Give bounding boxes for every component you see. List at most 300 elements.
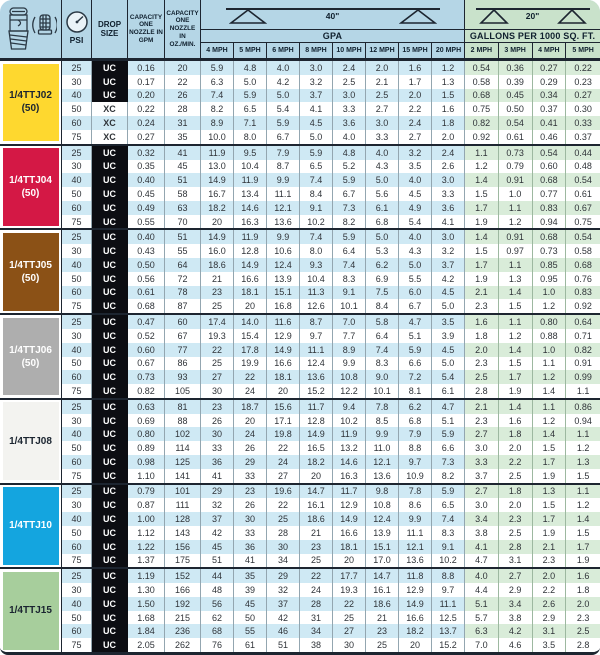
- capacity-oz-value: 20: [165, 61, 201, 75]
- capacity-gpm-value: 0.98: [128, 455, 165, 469]
- gpa-value: 32: [267, 583, 300, 597]
- gpa-value: 12.4: [300, 357, 333, 371]
- gpa-value: 1.8: [432, 116, 465, 130]
- drop-size-value: UC: [92, 512, 128, 526]
- gallons-per-1000sqft-value: 3.7: [465, 469, 499, 483]
- nozzle-rows: [62, 146, 600, 229]
- gallons-per-1000sqft-value: 1.4: [465, 173, 499, 187]
- capacity-gpm-value: 0.24: [128, 116, 165, 130]
- nozzle-rows: [62, 569, 600, 652]
- gallons-per-1000sqft-value: 0.27: [533, 61, 567, 75]
- psi-value: 25: [62, 230, 92, 244]
- gallons-per-1000sqft-value: 1.5: [533, 441, 567, 455]
- gpa-value: 6.5: [432, 498, 465, 512]
- gpa-value: 6.4: [366, 329, 399, 343]
- data-row: [62, 512, 600, 526]
- gpa-value: 5.0: [234, 75, 267, 89]
- gpa-value: 9.1: [300, 201, 333, 215]
- gpa-value: 3.7: [300, 89, 333, 103]
- capacity-oz-value: 114: [165, 441, 201, 455]
- capacity-oz-column-header: CAPACITY ONE NOZZLE IN OZ./MIN.: [165, 0, 201, 58]
- gpa-value: 10.4: [300, 272, 333, 286]
- capacity-gpm-value: 2.05: [128, 638, 165, 652]
- gallons-column-group: [465, 0, 600, 58]
- psi-value: 60: [62, 370, 92, 384]
- gpa-value: 5.0: [432, 357, 465, 371]
- gpa-value: 51: [201, 554, 234, 568]
- capacity-oz-value: 152: [165, 569, 201, 583]
- gallons-per-1000sqft-value: 2.2: [499, 455, 533, 469]
- capacity-gpm-value: 0.87: [128, 498, 165, 512]
- drop-size-value: UC: [92, 315, 128, 329]
- gallons-per-1000sqft-value: 0.54: [533, 146, 567, 160]
- data-row: [62, 370, 600, 384]
- gallons-per-1000sqft-value: 1.1: [499, 258, 533, 272]
- gallons-per-1000sqft-value: 1.7: [465, 201, 499, 215]
- gpa-value: 11.1: [267, 187, 300, 201]
- nozzle-model-name: 1/4TTJ05: [9, 259, 52, 271]
- capacity-oz-value: 86: [165, 357, 201, 371]
- gpa-value: 8.7: [300, 315, 333, 329]
- psi-value: 40: [62, 512, 92, 526]
- psi-value: 40: [62, 173, 92, 187]
- gallons-per-1000sqft-value: 2.3: [533, 554, 567, 568]
- gallons-per-1000sqft-value: 1.4: [465, 230, 499, 244]
- gallons-per-1000sqft-value: 2.5: [499, 526, 533, 540]
- drop-size-value: UC: [92, 498, 128, 512]
- mph-column-header: 12 MPH: [366, 43, 399, 58]
- gallons-per-1000sqft-value: 0.68: [465, 89, 499, 103]
- gpa-value: 36: [234, 540, 267, 554]
- gpa-value: 14.9: [300, 427, 333, 441]
- gpa-value: 25: [201, 299, 234, 313]
- data-row: [62, 455, 600, 469]
- gallons-per-1000sqft-value: 1.4: [499, 286, 533, 300]
- gpa-value: 22: [300, 569, 333, 583]
- mph-column-header: 20 MPH: [435, 47, 462, 54]
- capacity-oz-value: 22: [165, 75, 201, 89]
- gallons-per-1000sqft-value: 0.80: [533, 315, 567, 329]
- gallons-per-1000sqft-value: 1.9: [533, 526, 567, 540]
- data-row: [62, 414, 600, 428]
- gpa-value: 7.8: [399, 485, 432, 499]
- gpa-value: 14.9: [201, 230, 234, 244]
- gallons-per-1000sqft-value: 2.3: [465, 414, 499, 428]
- gpa-column-group: [201, 0, 465, 58]
- capacity-gpm-value: 0.40: [128, 230, 165, 244]
- gpa-value: 21: [366, 611, 399, 625]
- gpa-value: 2.0: [432, 130, 465, 144]
- capacity-oz-value: 51: [165, 173, 201, 187]
- gpa-value: 12.2: [333, 384, 366, 398]
- gpa-value: 11.6: [267, 315, 300, 329]
- gpa-value: 1.6: [399, 61, 432, 75]
- gpa-value: 6.7: [333, 187, 366, 201]
- gallons-per-1000sqft-value: 1.4: [499, 343, 533, 357]
- nozzle-model-label: [3, 233, 59, 311]
- gallons-per-1000sqft-value: 1.1: [499, 201, 533, 215]
- gpa-value: 8.8: [432, 569, 465, 583]
- gpa-value: 14.9: [267, 343, 300, 357]
- capacity-gpm-value: 0.47: [128, 315, 165, 329]
- gallons-per-1000sqft-value: 0.54: [465, 61, 499, 75]
- gallons-per-1000sqft-value: 1.5: [465, 187, 499, 201]
- gpa-value: 14.6: [333, 455, 366, 469]
- gpa-value: 18.7: [234, 400, 267, 414]
- capacity-gpm-value: 1.00: [128, 512, 165, 526]
- data-row: [62, 540, 600, 554]
- drop-size-value: UC: [92, 61, 128, 75]
- gallons-per-1000sqft-value: 1.4: [566, 512, 600, 526]
- gpa-value: 13.6: [267, 215, 300, 229]
- gpa-value: 7.0: [333, 315, 366, 329]
- gallons-per-1000sqft-value: 1.3: [499, 272, 533, 286]
- gpa-value: 13.6: [399, 554, 432, 568]
- gpa-value: 13.9: [267, 272, 300, 286]
- gpa-value: 48: [201, 583, 234, 597]
- capacity-oz-value: 192: [165, 597, 201, 611]
- capacity-oz-value: 51: [165, 230, 201, 244]
- gallons-per-1000sqft-value: 1.9: [499, 384, 533, 398]
- gallons-per-1000sqft-value: 0.76: [566, 272, 600, 286]
- gpa-value: 12.9: [267, 329, 300, 343]
- gpa-value: 6.2: [366, 258, 399, 272]
- gallons-per-1000sqft-value: 0.86: [566, 400, 600, 414]
- capacity-oz-value: 111: [165, 498, 201, 512]
- gallons-per-1000sqft-value: 0.75: [566, 215, 600, 229]
- gallons-per-1000sqft-value: 0.54: [566, 230, 600, 244]
- psi-value: 40: [62, 343, 92, 357]
- gpa-value: 4.5: [432, 286, 465, 300]
- gpa-value: 16.5: [300, 441, 333, 455]
- gpa-value: 11.8: [399, 569, 432, 583]
- gpa-value: 12.9: [399, 583, 432, 597]
- gpa-value: 4.3: [366, 160, 399, 174]
- data-row: [62, 244, 600, 258]
- gpa-value: 13.2: [333, 441, 366, 455]
- data-row: [62, 569, 600, 583]
- gpa-value: 19.8: [267, 427, 300, 441]
- nozzle-rows: [62, 400, 600, 483]
- capacity-oz-value: 81: [165, 400, 201, 414]
- gpa-value: 4.8: [234, 61, 267, 75]
- gpa-value: 8.7: [267, 160, 300, 174]
- psi-value: 30: [62, 583, 92, 597]
- gpa-value: 9.1: [333, 286, 366, 300]
- drop-size-value: UC: [92, 583, 128, 597]
- gpa-value: 22: [234, 370, 267, 384]
- drop-size-column-header: DROP SIZE: [92, 0, 128, 58]
- gallons-per-1000sqft-value: 4.1: [465, 540, 499, 554]
- gallons-per-1000sqft-value: 2.7: [499, 569, 533, 583]
- gallons-per-1000sqft-value: 1.2: [533, 414, 567, 428]
- gpa-value: 2.2: [399, 102, 432, 116]
- gallons-per-1000sqft-value: 0.75: [465, 102, 499, 116]
- gallons-per-1000sqft-value: 0.58: [566, 244, 600, 258]
- gpa-value: 8.3: [366, 357, 399, 371]
- drop-size-value: UC: [92, 329, 128, 343]
- gpa-value: 12.8: [234, 244, 267, 258]
- gallons-per-1000sqft-value: 0.91: [499, 173, 533, 187]
- gallons-per-1000sqft-value: 1.9: [465, 215, 499, 229]
- nozzle-model-name: 1/4TTJ02: [9, 90, 52, 102]
- gpa-value: 5.0: [300, 130, 333, 144]
- gpa-value: 45: [234, 597, 267, 611]
- nozzle-block: [0, 398, 600, 483]
- gpa-value: 25: [267, 512, 300, 526]
- capacity-gpm-value: 0.32: [128, 146, 165, 160]
- gallons-per-1000sqft-value: 5.7: [465, 611, 499, 625]
- gallons-per-1000sqft-value: 1.4: [499, 400, 533, 414]
- gallons-per-1000sqft-value: 3.4: [465, 512, 499, 526]
- nozzle-rows: [62, 315, 600, 398]
- psi-value: 50: [62, 357, 92, 371]
- capacity-oz-value: 41: [165, 146, 201, 160]
- data-row: [62, 315, 600, 329]
- gpa-value: 3.3: [432, 187, 465, 201]
- gallons-per-1000sqft-value: 3.0: [465, 498, 499, 512]
- gpa-value: 23: [366, 624, 399, 638]
- gpa-value: 20: [267, 384, 300, 398]
- data-row: [62, 61, 600, 75]
- gpa-value: 9.9: [333, 357, 366, 371]
- gallons-per-1000sqft-value: 0.34: [533, 89, 567, 103]
- drop-size-value: XC: [92, 116, 128, 130]
- capacity-oz-value: 31: [165, 116, 201, 130]
- gpa-value: 17.0: [366, 554, 399, 568]
- capacity-oz-value: 28: [165, 102, 201, 116]
- capacity-oz-value: 93: [165, 370, 201, 384]
- gpa-value: 15.1: [267, 286, 300, 300]
- data-row: [62, 343, 600, 357]
- gpa-value: 10.1: [333, 299, 366, 313]
- gpa-value: 12.8: [300, 414, 333, 428]
- data-row: [62, 498, 600, 512]
- capacity-oz-value: 70: [165, 215, 201, 229]
- drop-size-value: UC: [92, 146, 128, 160]
- gallons-per-1000sqft-value: 0.73: [499, 146, 533, 160]
- nozzle-model-label: [3, 487, 59, 565]
- gpa-value: 14.9: [201, 173, 234, 187]
- gpa-value: 6.7: [267, 130, 300, 144]
- gpa-value: 4.8: [333, 146, 366, 160]
- nozzle-model-name: 1/4TTJ04: [9, 175, 52, 187]
- mph-column-header: 5 MPH: [572, 47, 594, 54]
- gallons-per-1000sqft-value: 0.50: [499, 102, 533, 116]
- gpa-value: 5.1: [399, 329, 432, 343]
- gpa-value: 13.6: [300, 370, 333, 384]
- gallons-per-1000sqft-value: 1.1: [566, 485, 600, 499]
- drop-size-value: UC: [92, 370, 128, 384]
- spray-triangle-icon: [479, 9, 509, 24]
- gpa-value: 30: [333, 638, 366, 652]
- mph-column-header: 2 MPH: [465, 43, 499, 58]
- nozzle-model-cell: [0, 146, 62, 229]
- gpa-value: 20: [234, 299, 267, 313]
- capacity-gpm-value: 0.56: [128, 272, 165, 286]
- gpa-value: 17.8: [234, 343, 267, 357]
- capacity-oz-value: 215: [165, 611, 201, 625]
- drop-size-value: XC: [92, 102, 128, 116]
- gallons-per-1000sqft-value: 0.37: [533, 102, 567, 116]
- gallons-per-1000sqft-value: 0.77: [533, 187, 567, 201]
- gpa-value: 33: [201, 441, 234, 455]
- drop-size-value: UC: [92, 485, 128, 499]
- gpa-value: 5.6: [366, 187, 399, 201]
- gpa-value: 38: [300, 638, 333, 652]
- gpa-value: 4.5: [399, 187, 432, 201]
- data-row: [62, 597, 600, 611]
- capacity-gpm-value: 0.45: [128, 187, 165, 201]
- gpa-value: 16.1: [366, 583, 399, 597]
- gpa-value: 13.4: [234, 187, 267, 201]
- gpa-value: 3.3: [366, 130, 399, 144]
- gallons-per-1000sqft-value: 3.1: [499, 554, 533, 568]
- capacity-gpm-value: 0.67: [128, 357, 165, 371]
- gpa-value: 23: [201, 286, 234, 300]
- data-row: [62, 427, 600, 441]
- drop-size-value: UC: [92, 173, 128, 187]
- gallons-per-1000sqft-value: 1.1: [533, 400, 567, 414]
- data-row: [62, 272, 600, 286]
- gpa-value: 11.9: [333, 427, 366, 441]
- gallons-per-1000sqft-value: 1.7: [533, 512, 567, 526]
- gpa-value: 50: [234, 611, 267, 625]
- gpa-value: 5.2: [333, 160, 366, 174]
- capacity-gpm-value: 0.40: [128, 173, 165, 187]
- gpa-value: 8.0: [300, 244, 333, 258]
- gpa-value: 7.4: [333, 258, 366, 272]
- gallons-per-1000sqft-value: 1.0: [533, 286, 567, 300]
- gpa-value: 14.7: [366, 569, 399, 583]
- gpa-value: 9.9: [267, 230, 300, 244]
- gpa-value: 21: [300, 526, 333, 540]
- gpa-value: 10.4: [234, 160, 267, 174]
- gpa-value: 1.5: [432, 89, 465, 103]
- gpa-value: 7.2: [399, 370, 432, 384]
- capacity-oz-value: 125: [165, 455, 201, 469]
- gallons-per-1000sqft-value: 1.4: [533, 384, 567, 398]
- gpa-value: 18.6: [366, 597, 399, 611]
- capacity-oz-value: 26: [165, 89, 201, 103]
- gpa-value: 7.4: [300, 173, 333, 187]
- drop-size-value: UC: [92, 272, 128, 286]
- gallons-per-1000sqft-value: 1.2: [566, 441, 600, 455]
- capacity-oz-value: 166: [165, 583, 201, 597]
- gpa-value: 5.0: [267, 89, 300, 103]
- gallons-per-1000sqft-value: 0.83: [566, 286, 600, 300]
- capacity-gpm-value: 0.52: [128, 329, 165, 343]
- gallons-per-1000sqft-value: 2.9: [499, 583, 533, 597]
- gpa-value: 18.1: [234, 286, 267, 300]
- gpa-value: 22: [201, 343, 234, 357]
- gpa-value: 15.2: [432, 638, 465, 652]
- gallons-per-1000sqft-value: 4.2: [499, 624, 533, 638]
- gpa-value: 25: [333, 611, 366, 625]
- psi-value: 30: [62, 414, 92, 428]
- capacity-oz-value: 64: [165, 258, 201, 272]
- capacity-oz-value: 63: [165, 201, 201, 215]
- gpa-value: 24: [234, 384, 267, 398]
- gpa-value: 51: [267, 638, 300, 652]
- gpa-value: 11.9: [234, 173, 267, 187]
- gallons-per-1000sqft-value: 0.27: [566, 89, 600, 103]
- gallons-per-1000sqft-value: 1.5: [499, 299, 533, 313]
- gallons-per-1000sqft-value: 0.91: [566, 357, 600, 371]
- gpa-value: 15.2: [300, 384, 333, 398]
- capacity-gpm-value: 1.68: [128, 611, 165, 625]
- capacity-oz-value: 35: [165, 130, 201, 144]
- gallons-per-1000sqft-value: 0.30: [566, 102, 600, 116]
- gpa-value: 5.3: [366, 244, 399, 258]
- gpa-value: 61: [234, 638, 267, 652]
- psi-value: 40: [62, 597, 92, 611]
- drop-size-value: UC: [92, 526, 128, 540]
- gpa-value: 5.9: [201, 61, 234, 75]
- gpa-value: 8.8: [399, 441, 432, 455]
- gpa-value: 8.3: [333, 272, 366, 286]
- capacity-oz-value: 88: [165, 414, 201, 428]
- gpa-value: 5.4: [399, 215, 432, 229]
- capacity-gpm-value: 0.60: [128, 343, 165, 357]
- gallons-per-1000sqft-value: 0.91: [499, 230, 533, 244]
- drop-size-value: UC: [92, 638, 128, 652]
- gpa-value: 18.1: [333, 540, 366, 554]
- gpa-value: 11.1: [432, 597, 465, 611]
- boom-spacing-40-icon: [201, 0, 464, 29]
- gpa-value: 8.1: [399, 384, 432, 398]
- nozzle-model-label: [3, 64, 59, 142]
- gallons-per-1000sqft-value: 6.3: [465, 624, 499, 638]
- mph-column-header: 8 MPH: [300, 43, 333, 58]
- gpa-value: 3.0: [432, 230, 465, 244]
- gpa-value: 24: [300, 583, 333, 597]
- gpa-value: 45: [201, 540, 234, 554]
- nozzle-block: [0, 313, 600, 398]
- gpa-value: 7.7: [333, 329, 366, 343]
- gallons-per-1000sqft-value: 0.94: [566, 414, 600, 428]
- gpa-value: 18.1: [267, 370, 300, 384]
- gallons-per-1000sqft-value: 1.0: [533, 343, 567, 357]
- gpa-value: 22: [267, 498, 300, 512]
- gallons-per-1000sqft-value: 2.7: [465, 485, 499, 499]
- gpa-value: 6.0: [399, 286, 432, 300]
- psi-value: 50: [62, 187, 92, 201]
- data-row: [62, 554, 600, 568]
- capacity-oz-value: 58: [165, 187, 201, 201]
- gallons-per-1000sqft-value: 0.29: [533, 75, 567, 89]
- gallons-per-1000sqft-value: 1.2: [465, 160, 499, 174]
- gpa-value: 6.5: [300, 160, 333, 174]
- gpa-value: 9.0: [366, 370, 399, 384]
- gpa-value: 3.5: [399, 160, 432, 174]
- gallons-per-1000sqft-value: 1.0: [499, 187, 533, 201]
- gpa-value: 6.6: [399, 357, 432, 371]
- psi-value: 50: [62, 526, 92, 540]
- gpa-value: 10.2: [300, 215, 333, 229]
- gpa-value: 2.5: [333, 75, 366, 89]
- gpa-value: 28: [300, 597, 333, 611]
- capacity-gpm-value: 0.82: [128, 384, 165, 398]
- gpa-value: 11.7: [300, 400, 333, 414]
- capacity-oz-value: 102: [165, 427, 201, 441]
- capacity-oz-value: 45: [165, 160, 201, 174]
- gallons-per-1000sqft-value: 1.2: [499, 215, 533, 229]
- psi-value: 30: [62, 244, 92, 258]
- gpa-value: 14.6: [234, 201, 267, 215]
- psi-value: 50: [62, 102, 92, 116]
- gallons-per-1000sqft-value: 0.54: [566, 173, 600, 187]
